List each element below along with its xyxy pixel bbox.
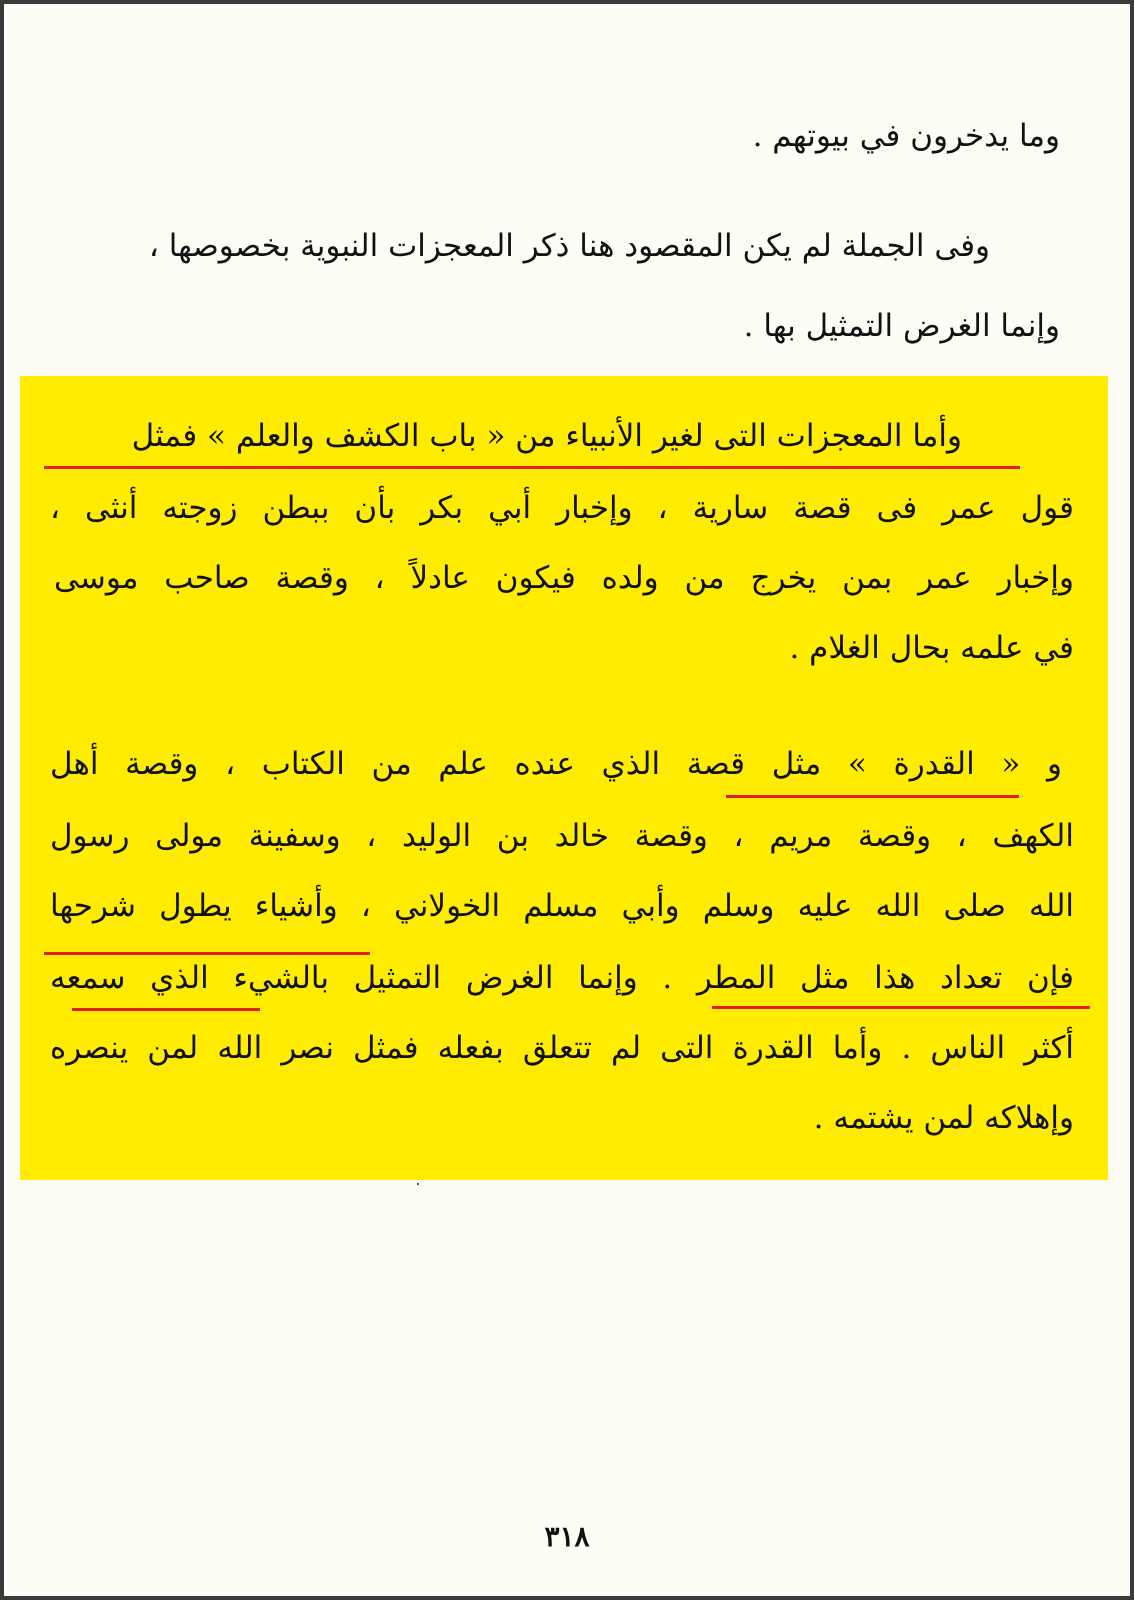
page-number: ٣١٨ [544, 1520, 590, 1553]
red-underline-kashf [44, 466, 1020, 469]
paragraph-1-line-1: وأما المعجزات التى لغير الأنبياء من « باب الكشف والعلم » فمثل [131, 418, 962, 454]
paragraph-2-line-1: و « القدرة » مثل قصة الذي عنده علم من الكتاب ، وقصة أهل [50, 746, 1062, 782]
intro-line-3: وإنما الغرض التمثيل بها . [743, 308, 1060, 344]
paragraph-2-line-6: وإهلاكه لمن يشتمه . [813, 1100, 1074, 1136]
paragraph-2-line-3: الله صلى الله عليه وسلم وأبي مسلم الخولاني ، وأشياء يطول شرحها [50, 888, 1074, 924]
red-underline-qudra [726, 795, 1019, 798]
intro-line-2: وفى الجملة لم يكن المقصود هنا ذكر المعجزات النبوية بخصوصها ، [148, 228, 990, 264]
paragraph-1-line-3: وإخبار عمر بمن يخرج من ولده فيكون عادلاً ، وقصة صاحب موسى [54, 560, 1074, 596]
red-underline-tadad [712, 1006, 1090, 1009]
red-underline-ghard [72, 1008, 260, 1011]
print-dot [417, 1183, 419, 1185]
red-underline-ashya [44, 952, 370, 955]
paragraph-1-line-2: قول عمر فى قصة سارية ، وإخبار أبي بكر بأن ببطن زوجته أنثى ، [50, 490, 1074, 526]
paragraph-2-line-2: الكهف ، وقصة مريم ، وقصة خالد بن الوليد ، وسفينة مولى رسول [50, 818, 1074, 854]
paragraph-1-line-4: في علمه بحال الغلام . [789, 630, 1074, 666]
paragraph-2-line-4: فإن تعداد هذا مثل المطر . وإنما الغرض التمثيل بالشيء الذي سمعه [50, 960, 1074, 996]
paragraph-2-line-5: أكثر الناس . وأما القدرة التى لم تتعلق بفعله فمثل نصر الله لمن ينصره [50, 1030, 1074, 1066]
highlighted-passage [20, 376, 1108, 1180]
intro-line-1: وما يدخرون في بيوتهم . [752, 118, 1060, 154]
